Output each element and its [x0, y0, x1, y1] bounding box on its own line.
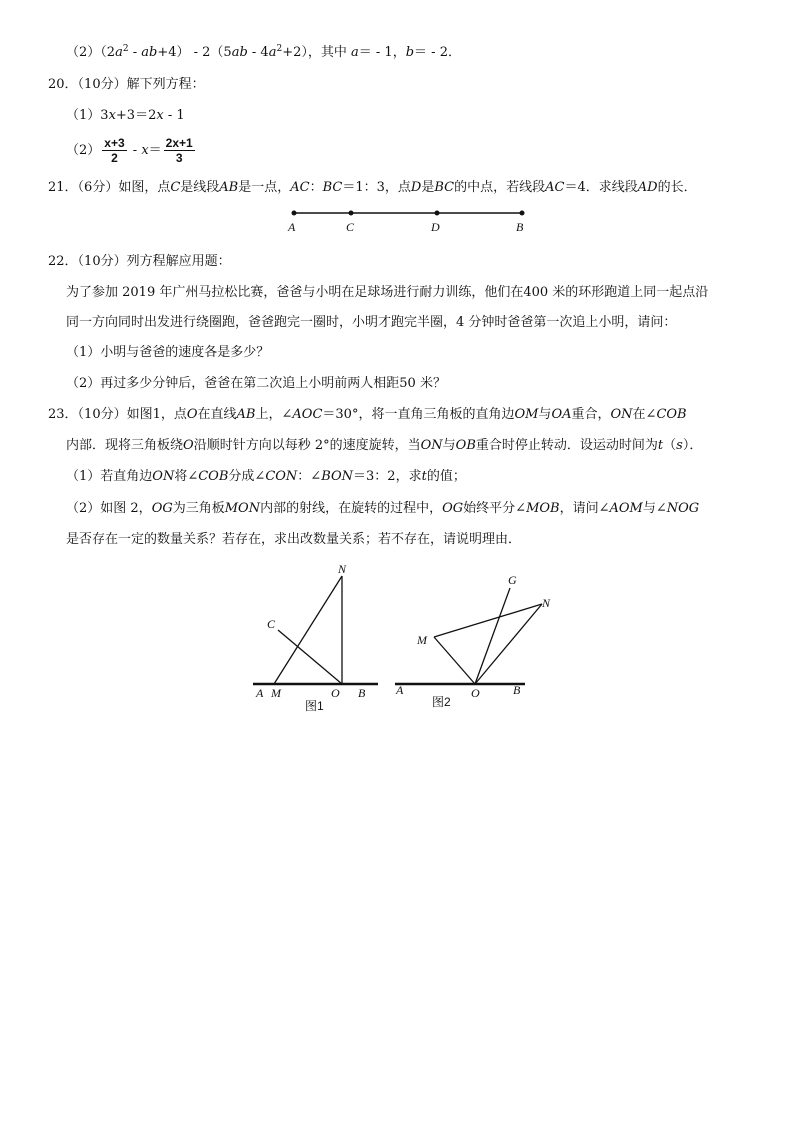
fig2-ray-og — [475, 588, 510, 684]
q23-part2: （2）如图 2，OG为三角板MON内部的射线，在旋转的过程中，OG始终平分∠MOB，请问∠AOM与∠NOG — [66, 501, 700, 516]
q23-part1: （1）若直角边ON将∠COB分成∠CON：∠BON＝3：2，求t的值； — [66, 469, 466, 484]
q23-part2-cont: 是否存在一定的数量关系？若存在，求出改数量关系；若不存在，请说明理由． — [66, 532, 522, 547]
point-b — [520, 211, 525, 216]
fig2-label-o: O — [471, 686, 480, 700]
fig1-label-c: C — [267, 617, 276, 631]
fig2-label-b: B — [513, 683, 521, 697]
fig1-label-a: A — [256, 686, 264, 700]
fig1-side-mn — [274, 576, 342, 684]
q22-part2: （2）再过多少分钟后，爸爸在第二次追上小明前两人相距50 米？ — [66, 376, 446, 391]
fraction-2: $\frac{2x+1}{3}$ — [165, 136, 193, 165]
fig1-label-n: N — [338, 562, 347, 576]
q22-part1: （1）小明与爸爸的速度各是多少？ — [66, 345, 270, 360]
fig2-label-g: G — [508, 573, 517, 587]
q19-part2: $(2)(2a^2 - ab+4) - 2(5ab - 4a^2+2)$，其中 a＝ - 1，b＝ - 2． — [66, 44, 461, 60]
fig1-label-o: O — [331, 686, 340, 700]
q20-heading: 20．（10分）解下列方程： — [48, 77, 205, 92]
fraction-1: $\frac{x+3}{2}$ — [104, 136, 125, 165]
label-c: C — [346, 220, 355, 234]
point-c — [349, 211, 354, 216]
q20-part1: （1）3x+3＝2x - 1 — [66, 108, 185, 123]
q21-segment-figure — [280, 205, 530, 235]
fig2-label-m: M — [417, 633, 427, 647]
q23-line2: 内部．现将三角板绕O沿顺时针方向以每秒 2°的速度旋转，当ON与OB重合时停止转动．设运动时间为t（s）． — [66, 438, 703, 453]
q22-body-line1: 为了参加 2019 年广州马拉松比赛，爸爸与小明在足球场进行耐力训练，他们在400 米的环形跑道上同一起点沿 — [66, 285, 709, 300]
fig1-caption: 图1 — [305, 699, 324, 713]
q22-heading: 22．（10分）列方程解应用题： — [48, 254, 231, 269]
fig2-side-mn — [434, 604, 542, 637]
point-d — [435, 211, 440, 216]
fig2-caption: 图2 — [432, 695, 451, 709]
q19-part2-number: （2） — [66, 45, 101, 60]
q20-part2: （2） $\frac{x+3}{2}$ - x＝ $\frac{2x+1}{3}$ — [66, 136, 193, 165]
fig1-label-b: B — [358, 686, 366, 700]
point-a — [292, 211, 297, 216]
fig1-ray-oc — [278, 630, 342, 684]
q21-heading: 21．（6分）如图，点C是线段AB是一点，AC：BC＝1：3，点D是BC的中点，若线段AC＝4．求线段AD的长． — [48, 180, 697, 195]
figure-2 — [395, 573, 551, 709]
label-a: A — [288, 220, 296, 234]
fig1-label-m: M — [271, 686, 281, 700]
fig2-side-om — [434, 637, 475, 684]
fig2-label-n: N — [542, 596, 551, 610]
q22-body-line2: 同一方向同时出发进行绕圈跑，爸爸跑完一圈时，小明才跑完半圈，4 分钟时爸爸第一次追上小明，请问： — [66, 315, 677, 330]
label-d: D — [431, 220, 440, 234]
q23-figures — [250, 560, 560, 715]
fig2-side-on — [475, 604, 542, 684]
figure-1 — [253, 562, 378, 713]
q23-line1: 23．（10分）如图1，点O在直线AB上，∠AOC＝30°，将一直角三角板的直角边OM与OA重合，ON在∠COB — [48, 407, 687, 422]
label-b: B — [516, 220, 524, 234]
fig2-label-a: A — [396, 683, 404, 697]
